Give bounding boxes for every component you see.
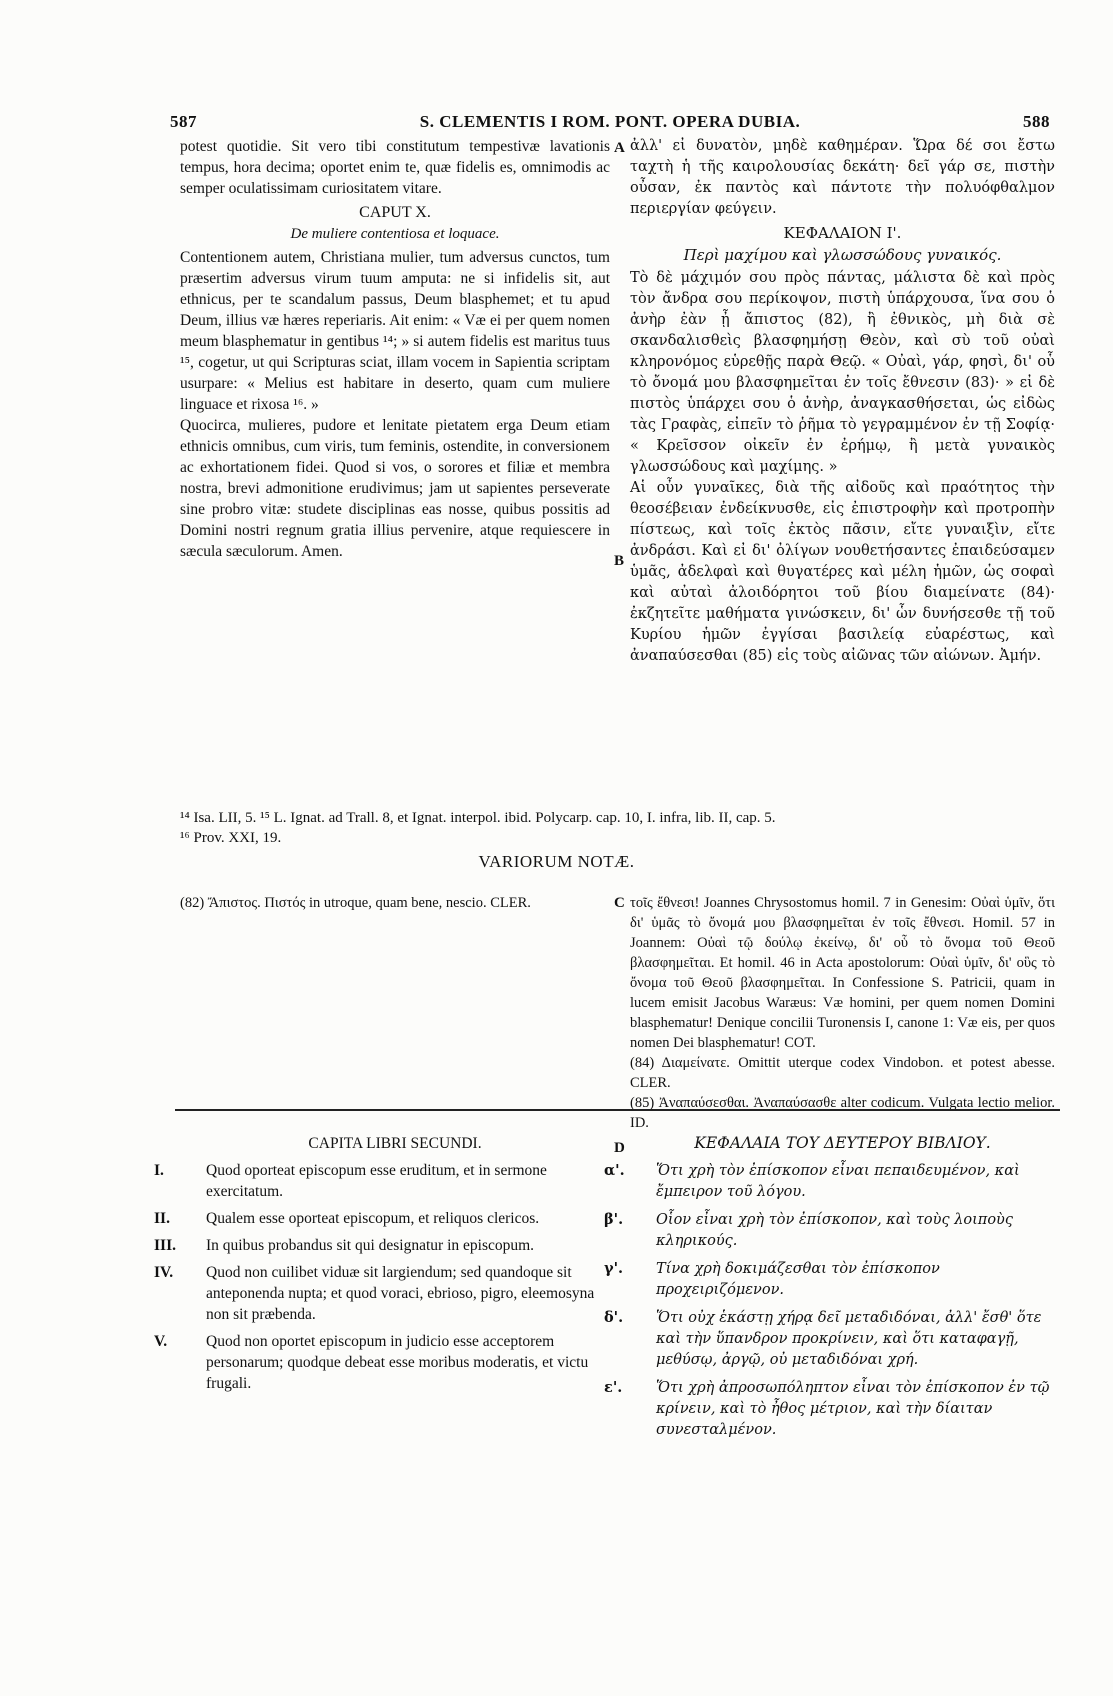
section-divider [175, 1109, 1060, 1111]
variorum-note: τοῖς ἔθνεσι! Joannes Chrysostomus homil. 7 in Genesim: Οὐαὶ ὑμῖν, ὅτι δι' ὑμᾶς τὸ ὄνομά μου βλασφημεῖται ἐν τοῖς ἔθνεσι. Homil. 57 in Joannem: Οὐαὶ τῷ δούλῳ ἐκείνῳ, δι' οὗ τὸ ὄνομα τοῦ Θεοῦ βλασφημεῖται. Et homil. 46 in Acta apostolorum: Οὐαὶ ὑμῖν, δι' οὓς τὸ ὄνομα τοῦ Θεοῦ βλασφημεῖται. In Confessione S. Patricii, quam in lucem emisit Jacobus Waræus: Væ homini, per quem nomen Domini blasphematur! Denique concilii Turonensis I, canone 1: Væ eis, per quos nomen Dei blasphematur! COT. [630, 895, 1055, 1051]
list-item [154, 1208, 610, 1229]
list-item [154, 1160, 610, 1202]
variorum-notes-right [630, 893, 1055, 1133]
greek-column [630, 136, 1055, 667]
margin-letter-a: A [614, 140, 625, 156]
list-item [604, 1307, 1055, 1371]
item-number: I. [154, 1162, 164, 1179]
item-text: Quod non cuilibet viduæ sit largiendum; sed quandoque sit anteponenda nupta; et quod voraci, ebrioso, pigro, eleemosyna non sit præbenda. [206, 1264, 595, 1323]
latin-intro: potest quotidie. Sit vero tibi constitutum tempestivæ lavationis tempus, hora decima; oportet enim te, quæ fidelis es, omnimodis ac semper oculatissimam curiositatem vitare. [180, 138, 610, 197]
item-number: II. [154, 1210, 170, 1227]
footnote-line: ¹⁴ Isa. LII, 5. ¹⁵ L. Ignat. ad Trall. 8, et Ignat. interpol. ibid. Polycarp. cap. 10, I. infra, lib. II, cap. 5. [180, 810, 776, 826]
variorum-notes-left [180, 893, 610, 913]
latin-column [180, 136, 610, 562]
greek-chapter-subtitle: Περὶ μαχίμου καὶ γλωσσώδους γυναικός. [683, 246, 1002, 264]
greek-paragraph-2: Αἱ οὖν γυναῖκες, διὰ τῆς αἰδοῦς καὶ πραότητος τὴν θεοσέβειαν ἐνδείκνυσθε, εἰς ἐπιστροφὴν καὶ προτροπὴν πίστεως, καὶ τοῖς ἐκτὸς πᾶσιν, εἴτε γυναιξὶν, εἴτε ἀνδράσι. Καὶ εἰ δι' ὀλίγων νουθετήσαντες ἐπαιδεύσαμεν ὑμᾶς, ἀδελφαὶ καὶ θυγατέρες καὶ μέλη ἡμῶν, ὡς σοφαὶ καὶ αὐταὶ ἀλοιδόρητοι τοῦ βίου διαμείνατε (84)· ἐκζητεῖτε μαθήματα γινώσκειν, δι' ὧν δυνήσεσθε τῇ τοῦ Κυρίου ἡμῶν ἐγγίσαι βασιλείᾳ εὐαρέστως, καὶ ἀναπαύσεσθαι (85) εἰς τοὺς αἰῶνας τῶν αἰώνων. Ἀμήν. [630, 480, 1055, 664]
greek-paragraph-1: Τὸ δὲ μάχιμόν σου πρὸς πάντας, μάλιστα δὲ καὶ πρὸς τὸν ἄνδρα σου περίκοψον, πιστὴ ὑπάρχουσα, ἵνα σου ὁ ἀνὴρ ἐὰν ᾖ ἄπιστος (82), ἢ ἐθνικὸς, μὴ διὰ σὲ σκανδαλισθεὶς βλασφημήσῃ Θεὸν, καὶ σὺ τοῦ οὐαὶ κληρονόμος εὑρεθῇς παρὰ Θεῷ. « Οὐαὶ, γάρ, φησὶ, δι' οὗ τὸ ὄνομά μου βλασφημεῖται ἐν τοῖς ἔθνεσιν (83)· » εἰ δὲ πιστὸς ὑπάρχει σου ὁ ἀνὴρ, ἀναγκασθήσεται, ὡς εἰδὼς τὰς Γραφὰς, εἰπεῖν τὸ ῥῆμα τὸ γεγραμμένον ἐν τῇ Σοφίᾳ· « Κρεῖσσον οἰκεῖν ἐν ἐρήμῳ, ἢ μετὰ γυναικὸς γλωσσώδους καὶ μαχίμης. » [630, 270, 1055, 475]
list-item [154, 1235, 610, 1256]
scripture-footnotes [180, 808, 1055, 848]
item-text: Ὅτι χρὴ τὸν ἐπίσκοπον εἶναι πεπαιδευμένον, καὶ ἔμπειρον τοῦ λόγου. [656, 1163, 1020, 1200]
variorum-note: (85) Ἀναπαύσεσθαι. Ἀναπαύσασθε alter codicum. Vulgata lectio melior. ID. [630, 1095, 1055, 1131]
item-number: IV. [154, 1264, 174, 1281]
item-number: V. [154, 1333, 168, 1350]
item-text: Quod non oportet episcopum in judicio esse acceptorem personarum; quodque debeat esse moribus moderatis, et victu frugali. [206, 1333, 589, 1392]
item-text: Quod oporteat episcopum esse eruditum, et in sermone exercitatum. [206, 1162, 547, 1200]
list-item [604, 1258, 1055, 1301]
list-item [604, 1160, 1055, 1203]
margin-letter-b: B [614, 553, 625, 569]
running-title: S. CLEMENTIS I ROM. PONT. OPERA DUBIA. [419, 112, 801, 131]
variorum-heading: VARIORUM NOTÆ. [478, 852, 635, 871]
greek-chapter-heading: ΚΕΦΑΛΑΙΟΝ Ι'. [783, 224, 902, 242]
latin-chapter-heading: CAPUT X. [359, 204, 431, 221]
latin-paragraph-1: Contentionem autem, Christiana mulier, tum adversus cunctos, tum præsertim adversus virum tuum amputa: ne si infidelis sit, aut ethnicus, per te scandalum passus, Deum blasphemet; et tu apud Deum, illius væ hæres reperiaris. Ait enim: « Væ ei per quem nomen meum blasphematur in gentibus ¹⁴; » si autem fidelis est maritus tuus ¹⁵, cogetur, ut qui Scripturas sciat, illam vocem in Sapientia scriptam usurpare: « Melius est habitare in deserto, quam cum muliere linguace et rixosa ¹⁶. » [180, 249, 610, 413]
greek-capita-title: ΚΕΦΑΛΑΙΑ ΤΟΥ ΔΕΥΤΕΡΟΥ ΒΙΒΛΙΟΥ. [694, 1134, 991, 1152]
latin-chapter-subtitle: De muliere contentiosa et loquace. [290, 226, 500, 242]
variorum-note: (82) Ἄπιστος. Πιστός in utroque, quam bene, nescio. CLER. [180, 895, 531, 911]
item-number: β'. [604, 1211, 624, 1228]
page-number-right: 588 [1023, 112, 1050, 131]
greek-capita-list [604, 1133, 1055, 1447]
item-text: Ὅτι χρὴ ἀπροσωπόληπτον εἶναι τὸν ἐπίσκοπον ἐν τῷ κρίνειν, καὶ τὸ ἦθος μέτριον, καὶ τὴν δίαιταν συνεσταλμένον. [656, 1380, 1050, 1438]
item-number: III. [154, 1237, 176, 1254]
list-item [154, 1262, 610, 1325]
item-text: In quibus probandus sit qui designatur in episcopum. [206, 1237, 535, 1254]
margin-letter-c: C [614, 895, 625, 911]
item-text: Qualem esse oporteat episcopum, et reliquos clericos. [206, 1210, 540, 1227]
list-item [604, 1377, 1055, 1441]
item-number: ε'. [604, 1379, 623, 1396]
footnote-line: ¹⁶ Prov. XXI, 19. [180, 830, 282, 846]
margin-letter-d: D [614, 1140, 625, 1156]
latin-paragraph-2: Quocirca, mulieres, pudore et lenitate pietatem erga Deum etiam ethnicis omnibus, cum viris, tum feminis, ostendite, in conversionem ac exhortationem fidei. Quod si vos, o sorores et filiæ et membra nostra, brevi admonitione erudivimus; jam ut sapientes perseverate sine probro vitæ: studete disciplinas eas nosse, quibus possitis ad Domini nostri regnum gratia illius pervenire, atque requiescere in sæcula sæculorum. Amen. [180, 417, 610, 560]
latin-capita-title: CAPITA LIBRI SECUNDI. [308, 1135, 482, 1152]
item-text: Ὅτι οὐχ ἑκάστῃ χήρᾳ δεῖ μεταδιδόναι, ἀλλ' ἔσθ' ὅτε καὶ τὴν ὕπανδρον προκρίνειν, καὶ ὅτι καταφαγῇ, μεθύσῳ, ἀργῷ, οὐ μεταδιδόναι χρή. [656, 1310, 1042, 1368]
variorum-note: (84) Διαμείνατε. Omittit uterque codex Vindobon. et potest abesse. CLER. [630, 1055, 1055, 1091]
list-item [154, 1331, 610, 1394]
greek-intro: ἀλλ' εἰ δυνατὸν, μηδὲ καθημέραν. Ὥρα δέ σοι ἔστω ταχτὴ ἡ τῆς καιρολουσίας δεκάτη· δεῖ γάρ σε, πιστὴν οὖσαν, ἐκ παντὸς καὶ πάντοτε τὴν πολυόφθαλμον περιεργίαν φεύγειν. [630, 138, 1055, 217]
running-header [170, 112, 1050, 136]
item-number: δ'. [604, 1309, 624, 1326]
item-number: γ'. [604, 1260, 624, 1277]
item-text: Τίνα χρὴ δοκιμάζεσθαι τὸν ἐπίσκοπον προχειριζόμενον. [656, 1261, 940, 1298]
latin-capita-list [154, 1133, 610, 1400]
item-text: Οἷον εἶναι χρὴ τὸν ἐπίσκοπον, καὶ τοὺς λοιποὺς κληρικούς. [656, 1212, 1013, 1249]
page-number-left: 587 [170, 112, 197, 131]
list-item [604, 1209, 1055, 1252]
item-number: α'. [604, 1162, 625, 1179]
